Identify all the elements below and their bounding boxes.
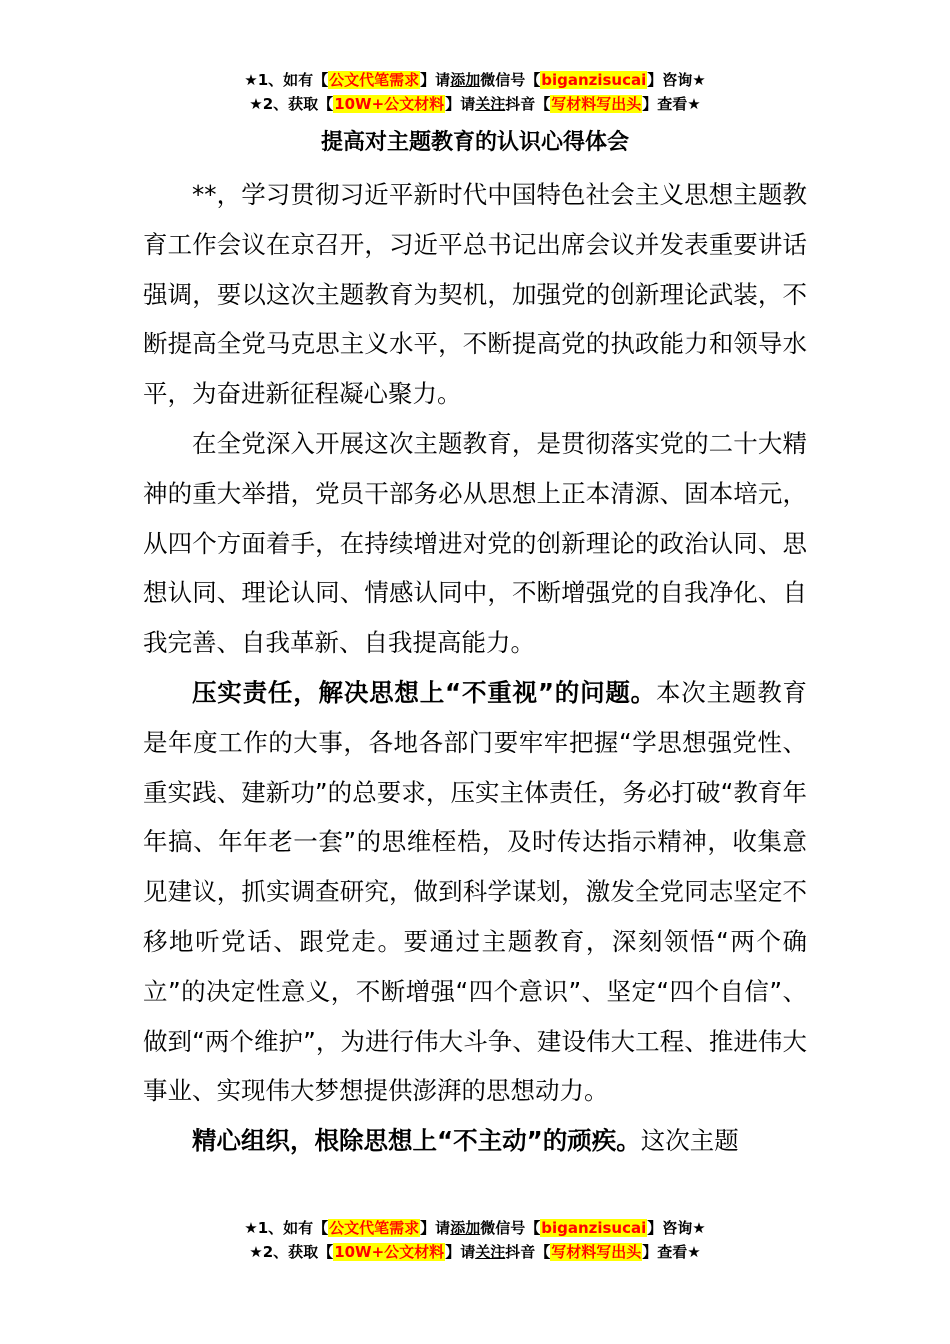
banner-text: 】请: [420, 1219, 451, 1237]
banner-highlight-wechat-id: biganzisucai: [541, 71, 647, 89]
banner-text: 】查看★: [642, 95, 701, 113]
banner-highlight-service: 公文代笔需求: [329, 1219, 420, 1237]
header-banner-line-1: [0, 68, 950, 92]
banner-text: ★1、如有【: [244, 1219, 329, 1237]
paragraph-3: [143, 668, 807, 1116]
footer-banner: [0, 1216, 950, 1264]
banner-text: 】请: [445, 1243, 476, 1261]
banner-highlight-service: 公文代笔需求: [329, 71, 420, 89]
banner-highlight-materials: 10W+公文材料: [334, 1243, 445, 1261]
banner-underlined-text: 关注: [475, 95, 506, 113]
banner-text: ★2、获取【: [249, 1243, 334, 1261]
banner-highlight-materials: 10W+公文材料: [334, 95, 445, 113]
banner-text: 】咨询★: [647, 71, 706, 89]
banner-highlight-wechat-id: biganzisucai: [541, 1219, 647, 1237]
banner-underlined-text: 添加: [450, 71, 481, 89]
paragraph-lead-heading: 压实责任，解决思想上“不重视”的问题。: [192, 677, 656, 707]
document-title: 提高对主题教育的认识心得体会: [320, 130, 629, 155]
paragraph-4: [143, 1116, 807, 1166]
banner-underlined-text: 添加: [450, 1219, 481, 1237]
document-body: [143, 170, 807, 1166]
banner-text: 微信号【: [480, 1219, 541, 1237]
banner-text: 抖音【: [505, 95, 551, 113]
banner-text: 】查看★: [642, 1243, 701, 1261]
paragraph-text: **，学习贯彻习近平新时代中国特色社会主义思想主题教育工作会议在京召开，习近平总书记出席会议并发表重要讲话强调，要以这次主题教育为契机，加强党的创新理论武装，不断提高全党马克思主义水平，不断提高党的执政能力和领导水平，为奋进新征程凝心聚力。: [143, 180, 807, 409]
banner-text: ★1、如有【: [244, 71, 329, 89]
paragraph-2: [143, 419, 807, 668]
header-banner: [0, 68, 950, 116]
banner-text: 抖音【: [505, 1243, 551, 1261]
paragraph-text: 在全党深入开展这次主题教育，是贯彻落实党的二十大精神的重大举措，党员干部务必从思想上正本清源、固本培元，从四个方面着手，在持续增进对党的创新理论的政治认同、思想认同、理论认同、情感认同中，不断增强党的自我净化、自我完善、自我革新、自我提高能力。: [143, 428, 807, 658]
paragraph-1: [143, 170, 807, 419]
banner-underlined-text: 关注: [475, 1243, 506, 1261]
banner-text: 微信号【: [480, 71, 541, 89]
footer-banner-line-2: [0, 1240, 950, 1264]
banner-text: 】请: [445, 95, 476, 113]
banner-text: 】请: [420, 71, 451, 89]
banner-text: 】咨询★: [647, 1219, 706, 1237]
banner-highlight-douyin-id: 写材料写出头: [551, 95, 642, 113]
footer-banner-line-1: [0, 1216, 950, 1240]
header-banner-line-2: [0, 92, 950, 116]
banner-text: ★2、获取【: [249, 95, 334, 113]
paragraph-text: 本次主题教育是年度工作的大事，各地各部门要牢牢把握“学思想强党性、重实践、建新功”的总要求，压实主体责任，务必打破“教育年年搞、年年老一套”的思维桎梏，及时传达指示精神，收集意见建议，抓实调查研究，做到科学谋划，激发全党同志坚定不移地听党话、跟党走。要通过主题教育，深刻领悟“两个确立”的决定性意义，不断增强“四个意识”、坚定“四个自信”、做到“两个维护”，为进行伟大斗争、建设伟大工程、推进伟大事业、实现伟大梦想提供澎湃的思想动力。: [143, 677, 808, 1106]
banner-highlight-douyin-id: 写材料写出头: [551, 1243, 642, 1261]
paragraph-lead-heading: 精心组织，根除思想上“不主动”的顽疾。: [192, 1126, 641, 1156]
paragraph-text: 这次主题: [640, 1126, 739, 1156]
